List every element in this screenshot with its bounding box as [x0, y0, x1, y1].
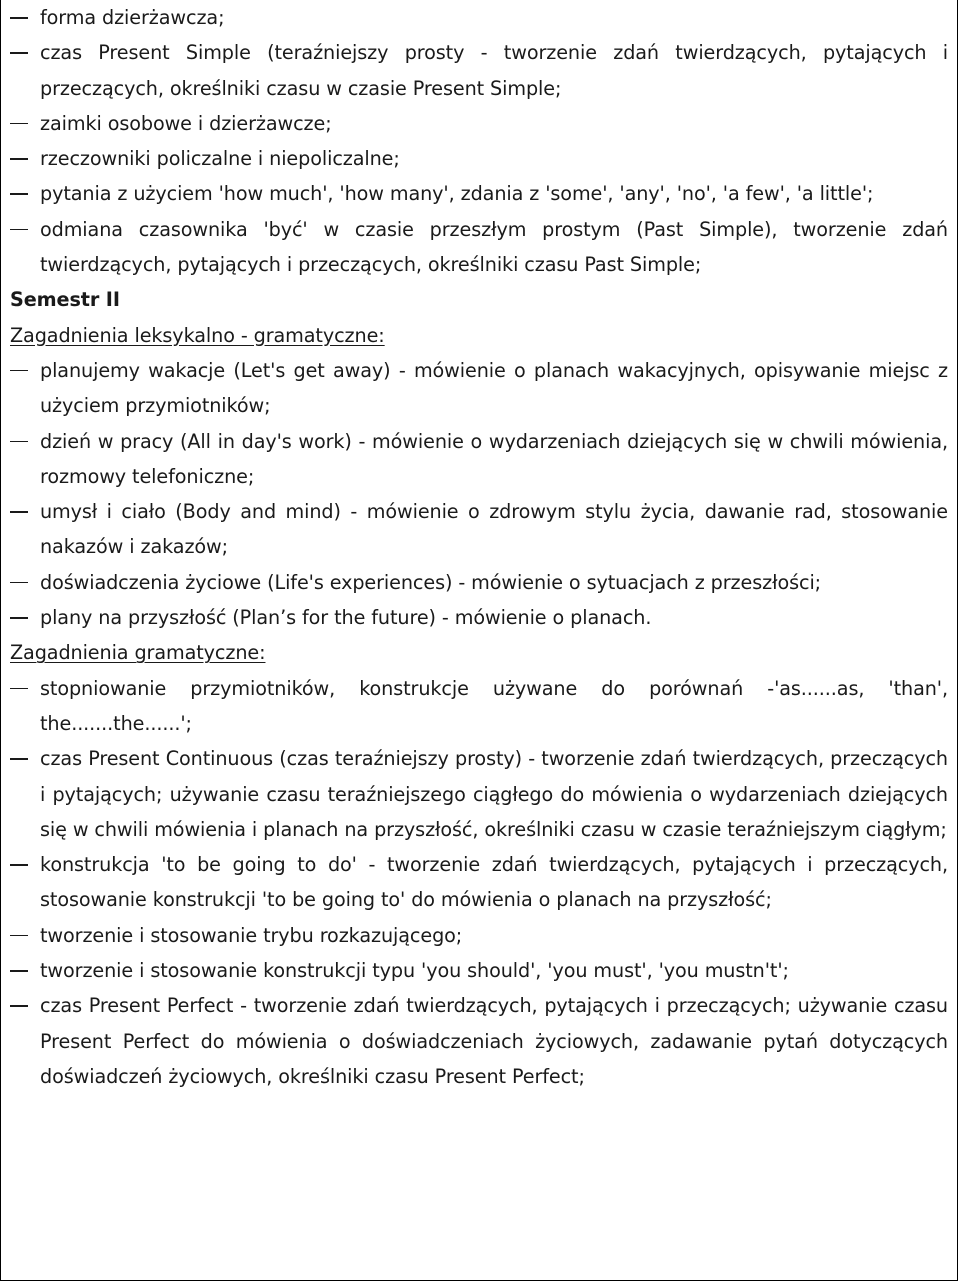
list-item: doświadczenia życiowe (Life's experiences) - mówienie o sytuacjach z przeszłości;: [10, 565, 948, 600]
list-item: czas Present Perfect - tworzenie zdań twierdzących, pytających i przeczących; używanie czasu Present Perfect do mówienia o doświadczeniach życiowych, zadawanie pytań dotyczących doświadczeń życiowych, określniki czasu Present Perfect;: [10, 988, 948, 1094]
list-item: planujemy wakacje (Let's get away) - mówienie o planach wakacyjnych, opisywanie miejsc z użyciem przymiotników;: [10, 353, 948, 424]
list-item: umysł i ciało (Body and mind) - mówienie o zdrowym stylu życia, dawanie rad, stosowanie nakazów i zakazów;: [10, 494, 948, 565]
topic-list-b: [10, 353, 948, 635]
topic-list-c: [10, 671, 948, 1095]
list-item: tworzenie i stosowanie trybu rozkazującego;: [10, 918, 948, 953]
list-item: konstrukcja 'to be going to do' - tworzenie zdań twierdzących, pytających i przeczących, stosowanie konstrukcji 'to be going to' do mówienia o planach na przyszłość;: [10, 847, 948, 918]
grammar-heading: Zagadnienia gramatyczne:: [10, 641, 266, 665]
dash-bullet: [10, 193, 28, 195]
document-content: [10, 0, 948, 1094]
list-item: pytania z użyciem 'how much', 'how many', zdania z 'some', 'any', 'no', 'a few', 'a little';: [10, 176, 948, 211]
list-item: forma dzierżawcza;: [10, 0, 948, 35]
dash-bullet: [10, 123, 28, 125]
list-item: czas Present Continuous (czas teraźniejszy prosty) - tworzenie zdań twierdzących, przeczących i pytających; używanie czasu teraźniejszego ciągłego do mówienia o wydarzeniach dziejących się w chwili mówienia i planach na przyszłość, określniki czasu w czasie teraźniejszym ciągłym;: [10, 741, 948, 847]
list-item: rzeczowniki policzalne i niepoliczalne;: [10, 141, 948, 176]
semester-heading: Semestr II: [10, 288, 120, 312]
dash-bullet: [10, 229, 28, 231]
list-item: stopniowanie przymiotników, konstrukcje używane do porównań -'as......as, 'than', the.......the......';: [10, 671, 948, 742]
dash-bullet: [10, 582, 28, 584]
dash-bullet: [10, 441, 28, 443]
dash-bullet: [10, 935, 28, 937]
list-item: plany na przyszłość (Plan’s for the future) - mówienie o planach.: [10, 600, 948, 635]
list-item: czas Present Simple (teraźniejszy prosty - tworzenie zdań twierdzących, pytających i przeczących, określniki czasu w czasie Present Simple;: [10, 35, 948, 106]
dash-bullet: [10, 970, 28, 972]
list-item: tworzenie i stosowanie konstrukcji typu 'you should', 'you must', 'you mustn't';: [10, 953, 948, 988]
dash-bullet: [10, 52, 28, 54]
dash-bullet: [10, 511, 28, 513]
dash-bullet: [10, 688, 28, 690]
dash-bullet: [10, 158, 28, 160]
dash-bullet: [10, 864, 28, 866]
dash-bullet: [10, 758, 28, 760]
list-item: dzień w pracy (All in day's work) - mówienie o wydarzeniach dziejących się w chwili mówienia, rozmowy telefoniczne;: [10, 424, 948, 495]
list-item: odmiana czasownika 'być' w czasie przeszłym prostym (Past Simple), tworzenie zdań twierdzących, pytających i przeczących, określniki czasu Past Simple;: [10, 212, 948, 283]
topic-list-a: [10, 0, 948, 282]
dash-bullet: [10, 17, 28, 19]
list-item: zaimki osobowe i dzierżawcze;: [10, 106, 948, 141]
dash-bullet: [10, 370, 28, 372]
dash-bullet: [10, 1005, 28, 1007]
dash-bullet: [10, 617, 28, 619]
lexical-grammar-heading: Zagadnienia leksykalno - gramatyczne:: [10, 323, 385, 347]
